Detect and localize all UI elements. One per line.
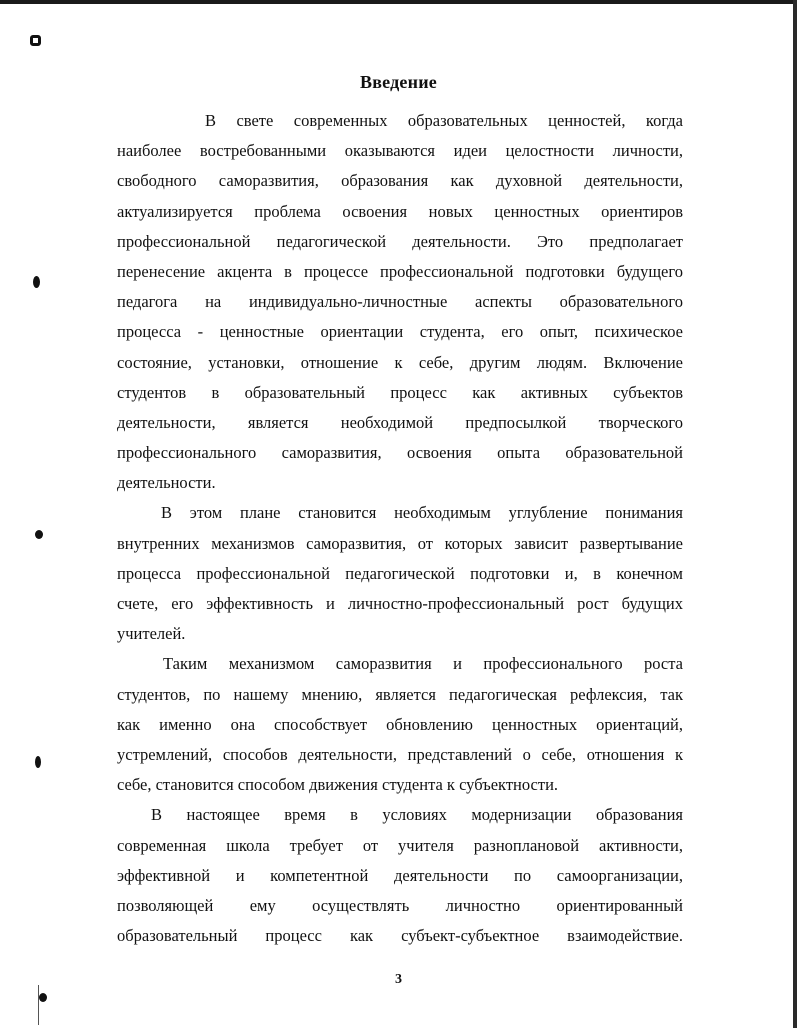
text-line: современная школа требует от учителя разноплановой активности, [117,835,683,855]
text-line: актуализируется проблема освоения новых ценностных ориентиров [117,201,683,221]
text-line: счете, его эффективность и личностно-профессиональный рост будущих [117,594,683,613]
scan-speck-2 [35,530,43,539]
scan-border-right [793,0,797,1028]
paragraph-1 [117,106,683,498]
text-line: эффективной и компетентной деятельности по самоорганизации, [117,865,683,885]
body-text [117,106,683,951]
text-line: состояние, установки, отношение к себе, другим людям. Включение [117,352,683,372]
text-line: устремлений, способов деятельности, представлений о себе, отношения к [117,744,683,764]
text-line: образовательный процесс как субъект-субъектное взаимодействие. [117,926,683,946]
text-line: студентов в образовательный процесс как активных субъектов [117,382,683,402]
text-line: профессиональной педагогической деятельности. Это предполагает [117,231,683,251]
text-line: перенесение акцента в процессе профессиональной подготовки будущего [117,261,683,281]
text-line: Таким механизмом саморазвития и профессионального роста [163,654,683,674]
text-line: процесса профессиональной педагогической подготовки и, в конечном [117,563,683,583]
text-line: В настоящее время в условиях модернизации образования [151,805,683,825]
binder-hole-mark [30,35,41,46]
scan-speck-1 [33,276,40,288]
text-line: деятельности, является необходимой предпосылкой творческого [117,412,683,432]
text-line: свободного саморазвития, образования как духовной деятельности, [117,171,683,191]
text-line: В свете современных образовательных ценностей, когда [205,111,683,130]
scan-border-top [0,0,797,4]
scan-speck-4 [39,993,47,1002]
text-line: студентов, по нашему мнению, является педагогическая рефлексия, так [117,684,683,704]
page-number: 3 [395,972,402,987]
paragraph-3 [117,649,683,800]
text-line: учителей. [117,624,186,644]
scan-speck-3 [35,756,41,768]
paragraph-2 [117,498,683,649]
text-line: профессионального саморазвития, освоения опыта образовательной [117,443,683,463]
text-line: процесса - ценностные ориентации студента, его опыт, психическое [117,322,683,342]
text-line: педагога на индивидуально-личностные аспекты образовательного [117,292,683,312]
scan-edge-line [38,985,39,1025]
text-line: наиболее востребованными оказываются идеи целостности личности, [117,141,683,161]
text-line: внутренних механизмов саморазвития, от которых зависит развертывание [117,533,683,553]
text-line: позволяющей ему осуществлять личностно ориентированный [117,895,683,915]
text-line: В этом плане становится необходимым углубление понимания [161,503,683,523]
paragraph-4 [117,800,683,951]
text-line: как именно она способствует обновлению ценностных ориентаций, [117,714,683,734]
page-title: Введение [360,72,437,92]
text-line: деятельности. [117,473,216,493]
text-line: себе, становится способом движения студента к субъектности. [117,775,559,795]
